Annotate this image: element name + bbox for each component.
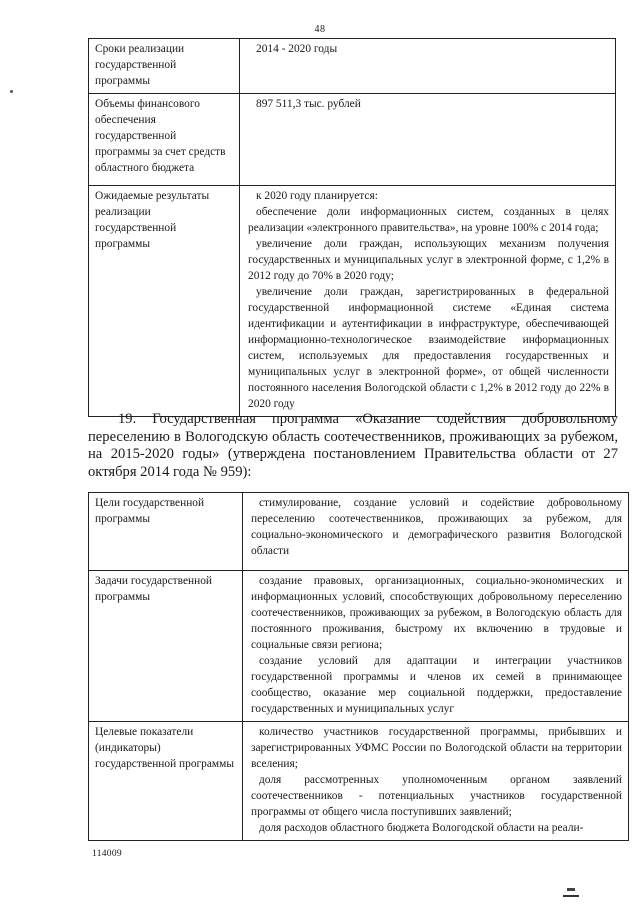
value-paragraph: 2014 - 2020 годы bbox=[256, 43, 338, 55]
row-label: Цели государственной программы bbox=[89, 493, 243, 571]
row-value bbox=[240, 39, 616, 94]
row-label: Задачи государственной программы bbox=[89, 571, 243, 722]
row-label: Ожидаемые результаты реализации государственной программы bbox=[89, 186, 240, 417]
table-row bbox=[89, 186, 616, 417]
row-value bbox=[240, 94, 616, 186]
scan-artifact bbox=[10, 90, 13, 93]
row-value bbox=[243, 722, 629, 841]
scan-artifact bbox=[567, 888, 575, 891]
row-label: Целевые показатели (индикаторы) государственной программы bbox=[89, 722, 243, 841]
program-summary-table-2 bbox=[88, 492, 629, 841]
value-paragraph: увеличение доли граждан, зарегистрированных в федеральной государственной информационной системе «Единая система идентификации и аутентификации в инфраструктуре, обеспечивающей информационно-технологическое взаимодействие информационных систем, используемых для предоставления государственных и муниципальных услуг в электронной форме», от общей численности постоянного населения Вологодской области с 1,2% в 2012 году до 22% в 2020 году bbox=[248, 286, 609, 410]
value-paragraph: к 2020 году планируется: bbox=[256, 190, 378, 202]
document-code: 114009 bbox=[92, 849, 122, 859]
table-row bbox=[89, 493, 629, 571]
table-row bbox=[89, 722, 629, 841]
table-row bbox=[89, 571, 629, 722]
value-paragraph: 897 511,3 тыс. рублей bbox=[256, 98, 361, 110]
value-paragraph: увеличение доли граждан, использующих механизм получения государственных и муниципальных услуг в электронной форме, с 1,2% в 2012 году до 70% в 2020 году; bbox=[248, 238, 609, 282]
program-summary-table-1 bbox=[88, 38, 616, 417]
row-value bbox=[240, 186, 616, 417]
table-row bbox=[89, 39, 616, 94]
row-value bbox=[243, 571, 629, 722]
row-value bbox=[243, 493, 629, 571]
value-paragraph: доля расходов областного бюджета Вологодской области на реали- bbox=[259, 822, 584, 834]
row-label: Сроки реализации государственной программы bbox=[89, 39, 240, 94]
value-paragraph: стимулирование, создание условий и содействие добровольному переселению соотечественников, проживающих за рубежом, для социально-экономического и демографического развития Вологодской области bbox=[251, 497, 622, 557]
value-paragraph: создание условий для адаптации и интеграции участников государственной программы и членов их семей в принимающее сообщество, оказание мер социальной поддержки, предоставление государственных и муниципальных услуг bbox=[251, 655, 622, 715]
value-paragraph: доля рассмотренных уполномоченным органом заявлений соотечественников - потенциальных участников государственной программы от общего числа поступивших заявлений; bbox=[251, 774, 622, 818]
row-label: Объемы финансового обеспечения государственной программы за счет средств областного бюджета bbox=[89, 94, 240, 186]
table-row bbox=[89, 94, 616, 186]
section-heading: 19. Государственная программа «Оказание содействия добровольному переселению в Вологодскую область соотечественников, проживающих за рубежом, на 2015-2020 годы» (утверждена постановлением Правительства области от 27 октября 2014 года № 959): bbox=[88, 411, 618, 480]
value-paragraph: создание правовых, организационных, социально-экономических и информационных условий, способствующих добровольному переселению соотечественников, проживающих за рубежом, в Вологодскую область для постоянного проживания, быстрому их включению в трудовые и социальные связи региона; bbox=[251, 575, 622, 651]
value-paragraph: количество участников государственной программы, прибывших и зарегистрированных УФМС России по Вологодской области на территории вселения; bbox=[251, 726, 622, 770]
value-paragraph: обеспечение доли информационных систем, созданных в целях реализации «электронного правительства», на уровне 100% с 2014 года; bbox=[248, 206, 609, 234]
page-number: 48 bbox=[314, 24, 326, 35]
scan-artifact bbox=[563, 895, 579, 903]
